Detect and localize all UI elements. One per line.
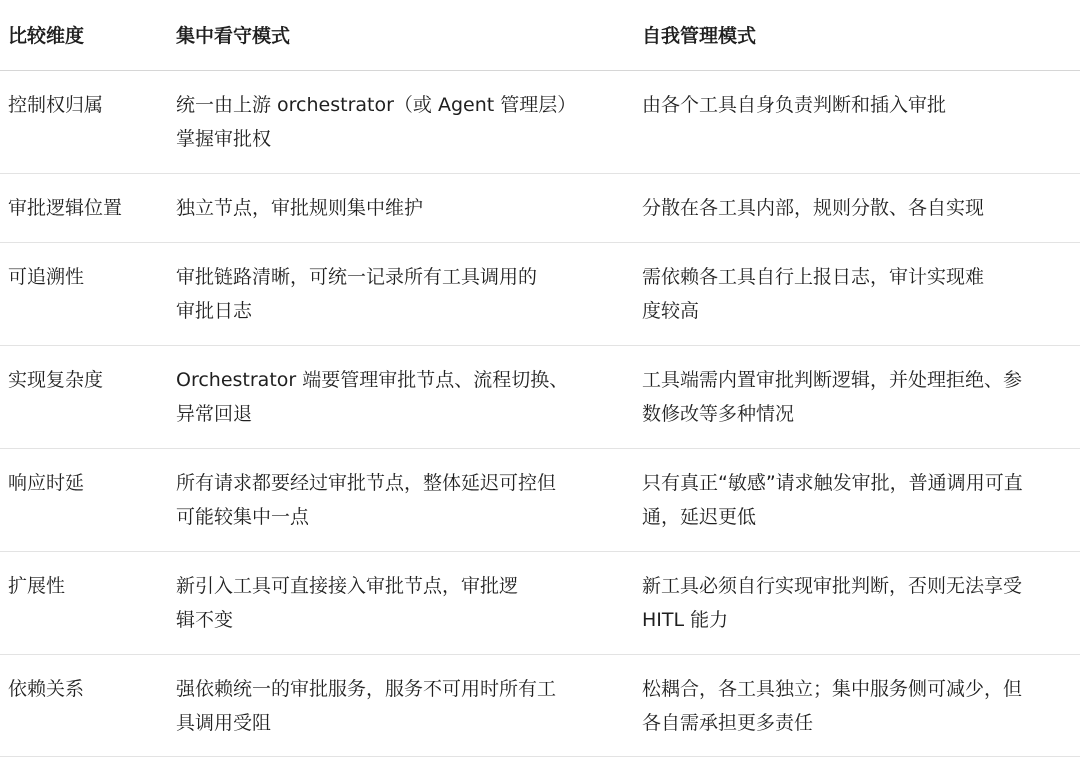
cell-line: 各自需承担更多责任 — [642, 712, 814, 734]
header-dimension: 比较维度 — [8, 25, 85, 47]
cell-line: 度较高 — [642, 300, 700, 322]
header-centralized-mode: 集中看守模式 — [176, 25, 291, 47]
cell-line: 所有请求都要经过审批节点，整体延迟可控但 — [176, 472, 557, 494]
cell-line: 掌握审批权 — [176, 128, 272, 150]
cell-dimension: 依赖关系 — [8, 678, 85, 700]
cell-centralized — [176, 363, 568, 431]
cell-self-managed — [642, 672, 1022, 740]
cell-dimension: 实现复杂度 — [8, 369, 104, 391]
cell-line: 松耦合，各工具独立；集中服务侧可减少，但 — [642, 678, 1023, 700]
cell-line: 辑不变 — [176, 609, 234, 631]
cell-line: 异常回退 — [176, 403, 253, 425]
table-row — [0, 346, 1080, 449]
cell-self-managed — [642, 191, 984, 225]
cell-dimension: 可追溯性 — [8, 266, 85, 288]
cell-self-managed — [642, 466, 1023, 534]
cell-line: Orchestrator 端要管理审批节点、流程切换、 — [176, 369, 569, 391]
table-row — [0, 655, 1080, 757]
cell-line: 由各个工具自身负责判断和插入审批 — [642, 94, 947, 116]
cell-dimension: 扩展性 — [8, 575, 66, 597]
cell-line: 新工具必须自行实现审批判断，否则无法享受 — [642, 575, 1023, 597]
cell-line: 审批日志 — [176, 300, 253, 322]
cell-line: 强依赖统一的审批服务，服务不可用时所有工 — [176, 678, 557, 700]
cell-centralized — [176, 569, 518, 637]
cell-line: 只有真正“敏感”请求触发审批，普通调用可直 — [642, 472, 1023, 494]
cell-line: 通，延迟更低 — [642, 506, 757, 528]
header-self-managed-mode: 自我管理模式 — [642, 25, 757, 47]
cell-line: 分散在各工具内部，规则分散、各自实现 — [642, 197, 985, 219]
cell-line: 需依赖各工具自行上报日志，审计实现难 — [642, 266, 985, 288]
cell-centralized — [176, 191, 423, 225]
cell-centralized — [176, 260, 537, 328]
table-row — [0, 174, 1080, 243]
cell-self-managed — [642, 88, 946, 122]
cell-centralized — [176, 466, 556, 534]
table-row — [0, 552, 1080, 655]
cell-line: 审批链路清晰，可统一记录所有工具调用的 — [176, 266, 538, 288]
cell-line: 新引入工具可直接接入审批节点，审批逻 — [176, 575, 519, 597]
cell-line: 独立节点，审批规则集中维护 — [176, 197, 424, 219]
cell-centralized — [176, 88, 576, 156]
cell-line: 工具端需内置审批判断逻辑，并处理拒绝、参 — [642, 369, 1023, 391]
table-row — [0, 71, 1080, 174]
cell-dimension: 响应时延 — [8, 472, 85, 494]
cell-dimension: 审批逻辑位置 — [8, 197, 123, 219]
cell-line: 可能较集中一点 — [176, 506, 310, 528]
cell-self-managed — [642, 260, 984, 328]
table-row — [0, 449, 1080, 552]
table-header-row — [0, 0, 1080, 71]
cell-dimension: 控制权归属 — [8, 94, 104, 116]
cell-line: 具调用受阻 — [176, 712, 272, 734]
cell-self-managed — [642, 569, 1022, 637]
cell-line: 数修改等多种情况 — [642, 403, 795, 425]
cell-centralized — [176, 672, 556, 740]
cell-line: 统一由上游 orchestrator（或 Agent 管理层） — [176, 94, 577, 116]
table-row — [0, 243, 1080, 346]
cell-self-managed — [642, 363, 1022, 431]
cell-line: HITL 能力 — [642, 609, 729, 631]
